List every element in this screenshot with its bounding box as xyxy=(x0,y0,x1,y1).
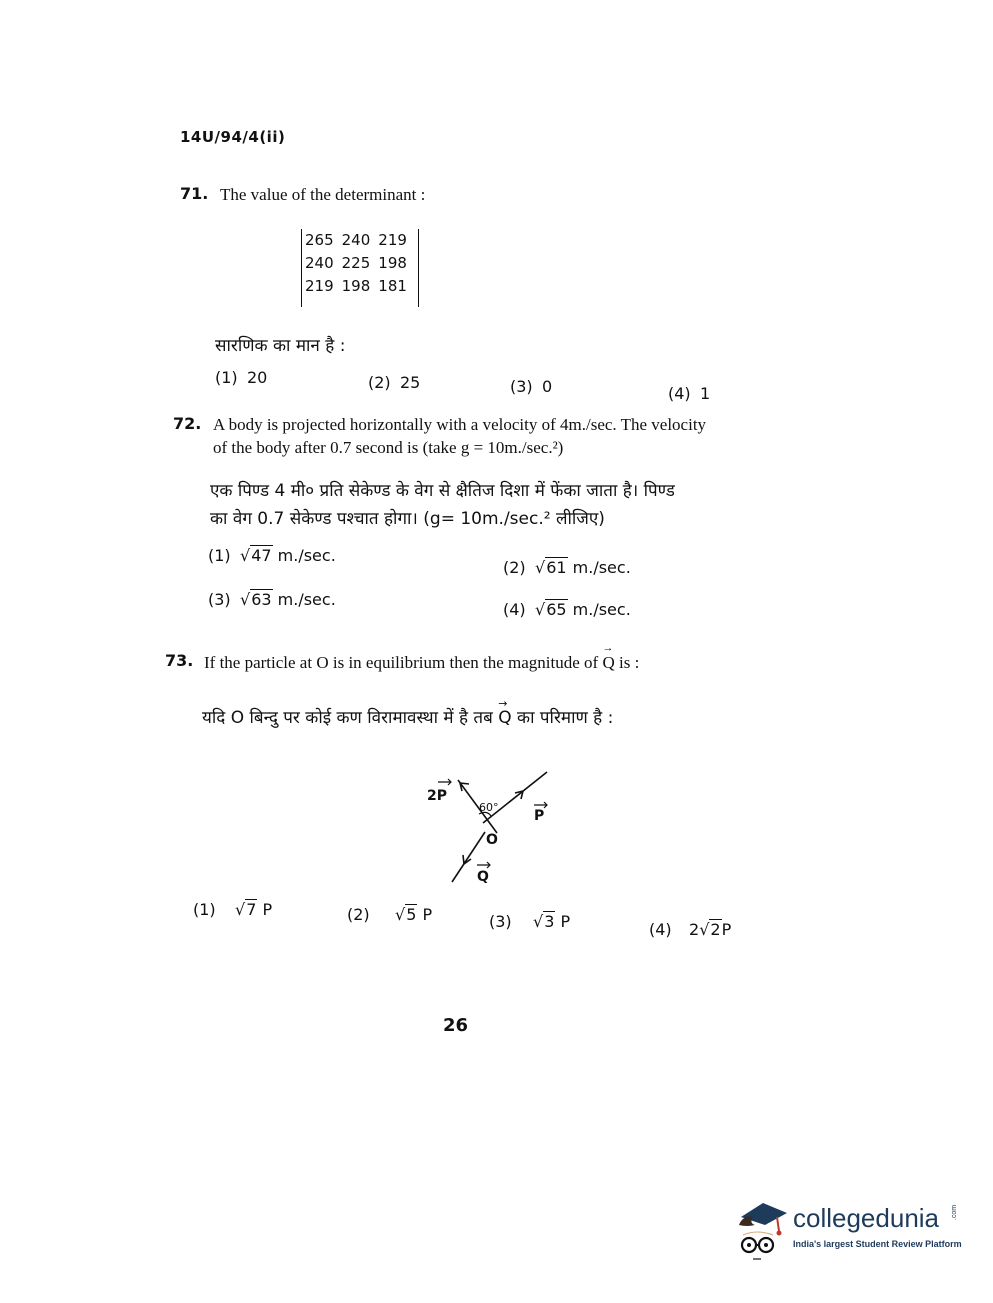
sqrt-symbol: √47 xyxy=(240,546,272,565)
vector-arrow-icon xyxy=(477,862,490,868)
label-2p: 2P xyxy=(427,788,448,804)
matrix-cell: 198 xyxy=(378,254,407,272)
option-3 xyxy=(510,377,552,396)
option-2 xyxy=(503,558,631,577)
question-text-hi-line2: का वेग 0.7 सेकेण्ड पश्चात होगा। (g= 10m./sec.² लीजिए) xyxy=(210,509,605,529)
option-number: (2) xyxy=(503,558,526,577)
option-2 xyxy=(368,373,420,392)
option-suffix: P xyxy=(560,912,571,931)
logo-tagline: India's largest Student Review Platform xyxy=(793,1239,962,1249)
option-number: (3) xyxy=(510,377,533,396)
sqrt-symbol: √5 xyxy=(395,905,417,924)
option-value: 25 xyxy=(400,373,421,392)
question-text-en-line1: A body is projected horizontally with a velocity of 4m./sec. The velocity xyxy=(213,415,707,434)
option-4 xyxy=(649,920,731,939)
option-value: 0 xyxy=(542,377,553,396)
option-number: (2) xyxy=(347,905,370,924)
label-o: O xyxy=(486,832,498,848)
option-number: (1) xyxy=(215,368,238,387)
matrix-cell: 265 xyxy=(305,231,334,249)
sqrt-symbol: √2 xyxy=(699,920,721,939)
matrix-cell: 219 xyxy=(378,231,407,249)
mascot-icon xyxy=(735,1195,791,1265)
option-4 xyxy=(668,384,710,403)
option-3 xyxy=(208,590,336,609)
label-p: P xyxy=(534,808,545,824)
option-value: 1 xyxy=(700,384,711,403)
option-number: (3) xyxy=(208,590,231,609)
force-diagram xyxy=(405,760,565,890)
option-unit: m./sec. xyxy=(572,600,631,619)
question-text-en: The value of the determinant : xyxy=(220,185,426,204)
option-2 xyxy=(347,905,432,924)
vector-q: → Q xyxy=(498,708,511,728)
sqrt-symbol: √7 xyxy=(235,900,257,919)
option-unit: m./sec. xyxy=(277,590,336,609)
option-1 xyxy=(215,368,267,387)
matrix-cell: 219 xyxy=(305,277,334,295)
question-text-hi xyxy=(202,705,613,728)
option-number: (4) xyxy=(668,384,691,403)
page-number: 26 xyxy=(443,1015,469,1036)
option-number: (2) xyxy=(368,373,391,392)
question-number: 73. xyxy=(165,651,194,670)
sqrt-symbol: √3 xyxy=(533,912,555,931)
sqrt-symbol: √65 xyxy=(535,600,567,619)
matrix-cell: 240 xyxy=(341,231,371,249)
label-q: Q xyxy=(477,869,489,885)
label-angle: 60° xyxy=(479,801,499,814)
matrix-cell: 181 xyxy=(378,277,407,295)
question-text-en xyxy=(204,653,639,673)
option-4 xyxy=(503,600,631,619)
option-1 xyxy=(193,900,272,919)
option-suffix: P xyxy=(721,920,732,939)
question-number: 71. xyxy=(180,184,209,203)
sqrt-symbol: √63 xyxy=(240,590,272,609)
question-text-en-line2: of the body after 0.7 second is (take g = 10m./sec.²) xyxy=(213,438,564,457)
sqrt-symbol: √61 xyxy=(535,558,567,577)
determinant-matrix xyxy=(301,229,419,307)
option-3 xyxy=(489,912,570,931)
question-number: 72. xyxy=(173,414,202,433)
collegedunia-logo[interactable] xyxy=(735,1195,965,1270)
question-text-en-pre: If the particle at O is in equilibrium then the magnitude of xyxy=(204,653,599,672)
option-number: (1) xyxy=(193,900,216,919)
option-number: (4) xyxy=(649,920,672,939)
matrix-cell: 198 xyxy=(341,277,371,295)
option-number: (3) xyxy=(489,912,512,931)
option-unit: m./sec. xyxy=(572,558,631,577)
option-suffix: P xyxy=(262,900,273,919)
option-1 xyxy=(208,546,336,565)
vector-arrow-icon xyxy=(438,779,451,785)
option-number: (1) xyxy=(208,546,231,565)
logo-suffix: .com xyxy=(951,1204,959,1221)
logo-name: collegedunia xyxy=(793,1203,940,1233)
matrix-cell: 225 xyxy=(341,254,371,272)
option-unit: m./sec. xyxy=(277,546,336,565)
question-text-hi-pre: यदि O बिन्दु पर कोई कण विरामावस्था में है तब xyxy=(202,708,493,728)
question-text-en-post: is : xyxy=(618,653,640,672)
option-number: (4) xyxy=(503,600,526,619)
question-text-hi-post: का परिमाण है : xyxy=(517,708,614,728)
option-value: 20 xyxy=(247,368,268,387)
option-suffix: P xyxy=(422,905,433,924)
paper-code: 14U/94/4(ii) xyxy=(180,128,286,146)
question-text-hi: सारणिक का मान है : xyxy=(215,336,346,356)
vector-q: → Q xyxy=(602,653,614,673)
option-coefficient: 2 xyxy=(689,920,700,939)
question-text-hi-line1: एक पिण्ड 4 मी० प्रति सेकेण्ड के वेग से क्षैतिज दिशा में फेंका जाता है। पिण्ड xyxy=(210,481,675,501)
matrix-cell: 240 xyxy=(305,254,334,272)
